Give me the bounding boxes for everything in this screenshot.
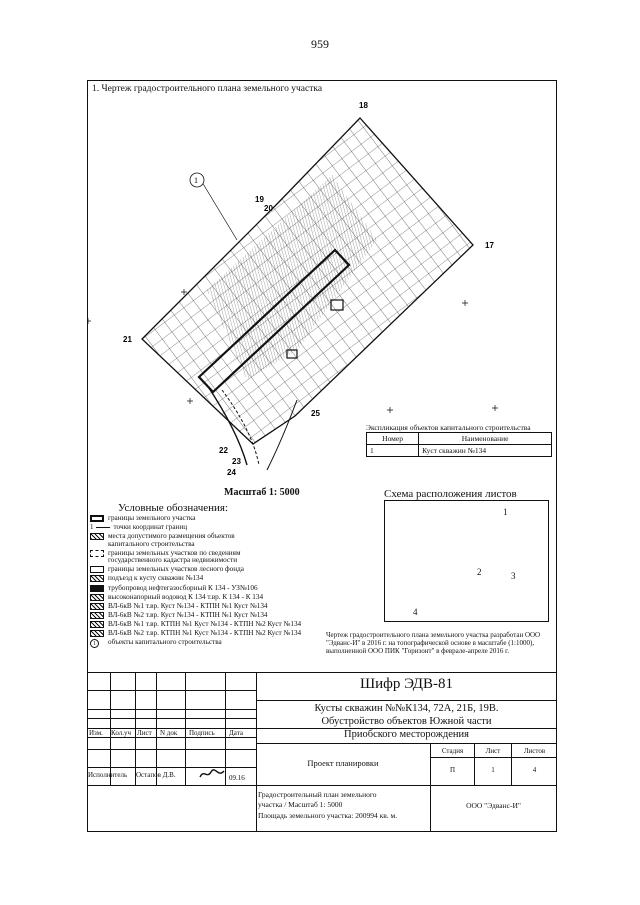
company: ООО "Эдванс-И" bbox=[466, 801, 521, 810]
point-23: 23 bbox=[232, 457, 241, 466]
legend-item: 1 объекты капитального строительства bbox=[90, 639, 301, 648]
expl-row-number: 1 bbox=[367, 445, 419, 457]
hdr-ndok: N док bbox=[160, 729, 178, 737]
sheet-1: 1 bbox=[503, 507, 508, 517]
legend bbox=[90, 515, 301, 649]
explication-table bbox=[366, 423, 552, 457]
sheet-2: 2 bbox=[477, 567, 482, 577]
sheet-3: 3 bbox=[511, 571, 516, 581]
executor-name: Остапов Д.В. bbox=[136, 771, 176, 779]
hdr-list: Лист bbox=[137, 729, 152, 737]
legend-item: ВЛ-6кВ №2 т.вр. КТПН №1 Куст №134 - КТПН №2 Куст №134 bbox=[90, 630, 301, 638]
point-21: 21 bbox=[123, 335, 132, 344]
legend-item: подъезд к кусту скважин №134 bbox=[90, 575, 301, 583]
stage-header: Стадия bbox=[441, 747, 464, 755]
hdr-kolуч: Кол.уч bbox=[111, 729, 131, 737]
drawing-title: 1. Чертеж градостроительного плана земельного участка bbox=[92, 84, 323, 94]
sheet-scheme bbox=[384, 500, 549, 622]
executor-role: Исполнитель bbox=[88, 771, 128, 779]
drawing-title-2: участка / Масштаб 1: 5000 bbox=[258, 800, 343, 809]
sheets-value: 4 bbox=[532, 766, 537, 774]
hdr-podpis: Подпись bbox=[189, 729, 215, 737]
point-20: 20 bbox=[264, 204, 273, 213]
scale-label: Масштаб 1: 5000 bbox=[224, 487, 300, 498]
legend-item: ВЛ-6кВ №1 т.вр. КТПН №1 Куст №134 - КТПН №2 Куст №134 bbox=[90, 621, 301, 629]
point-18: 18 bbox=[359, 101, 368, 110]
callout-label: 1 bbox=[194, 176, 198, 185]
legend-item: высоконапорный водовод К 134 т.вр. К 134 - К 134 bbox=[90, 594, 301, 602]
project-name: Кусты скважин №№К134, 72А, 21Б, 19В. Обустройство объектов Южной части Приобского месторождения bbox=[314, 703, 499, 741]
point-19: 19 bbox=[255, 195, 264, 204]
doc-code: Шифр ЭДВ-81 bbox=[359, 676, 453, 692]
legend-item: места допустимого размещения объектов капитального строительства bbox=[90, 533, 301, 548]
hdr-izm: Изм. bbox=[89, 729, 103, 737]
expl-header-name: Наименование bbox=[419, 433, 552, 445]
legend-item: ВЛ-6кВ №1 т.вр. Куст №134 - КТПН №1 Куст №134 bbox=[90, 603, 301, 611]
sheet-header: Лист bbox=[485, 747, 501, 755]
point-24: 24 bbox=[227, 468, 236, 477]
sheet-value: 1 bbox=[491, 766, 495, 774]
signature bbox=[198, 767, 226, 781]
sheet-scheme-title: Схема расположения листов bbox=[384, 488, 517, 500]
point-17: 17 bbox=[485, 241, 494, 250]
stage-value: П bbox=[449, 766, 456, 774]
point-25: 25 bbox=[311, 409, 320, 418]
drawing-title-1: Градостроительный план земельного bbox=[258, 790, 377, 799]
executor-date: 09.16 bbox=[229, 774, 245, 782]
legend-item: границы земельного участка bbox=[90, 515, 301, 523]
expl-row-name: Куст скважин №134 bbox=[419, 445, 552, 457]
sheet-4: 4 bbox=[413, 607, 418, 617]
legend-item: границы земельных участков по сведениям государственного кадастра недвижимости bbox=[90, 550, 301, 565]
legend-title: Условные обозначения: bbox=[118, 502, 229, 514]
explication-title: Экспликация объектов капитального строительства bbox=[366, 423, 531, 432]
area: Площадь земельного участка: 200994 кв. м. bbox=[258, 811, 398, 820]
legend-item: 1 точки координат границ bbox=[90, 523, 188, 532]
drawing-note: Чертеж градостроительного плана земельного участка разработан ООО "Эдванс-И" в 2016 г. на топографической основе в масштабе (1:1000), выполненной ООО ПИК "Горизонт" в феврале-апреле 2016 г. bbox=[326, 631, 541, 656]
hdr-data: Дата bbox=[229, 729, 243, 737]
legend-item: ВЛ-6кВ №2 т.вр. Куст №134 - КТПН №1 Куст №134 bbox=[90, 612, 301, 620]
stage-title: Проект планировки bbox=[307, 758, 379, 768]
point-22: 22 bbox=[219, 446, 228, 455]
page-number: 959 bbox=[311, 37, 329, 51]
legend-item: границы земельных участков лесного фонда bbox=[90, 566, 301, 574]
expl-header-number: Номер bbox=[367, 433, 419, 445]
legend-item: трубопровод нефтегазосборный К 134 - УЗ№106 bbox=[90, 585, 301, 593]
sheets-header: Листов bbox=[523, 747, 546, 755]
